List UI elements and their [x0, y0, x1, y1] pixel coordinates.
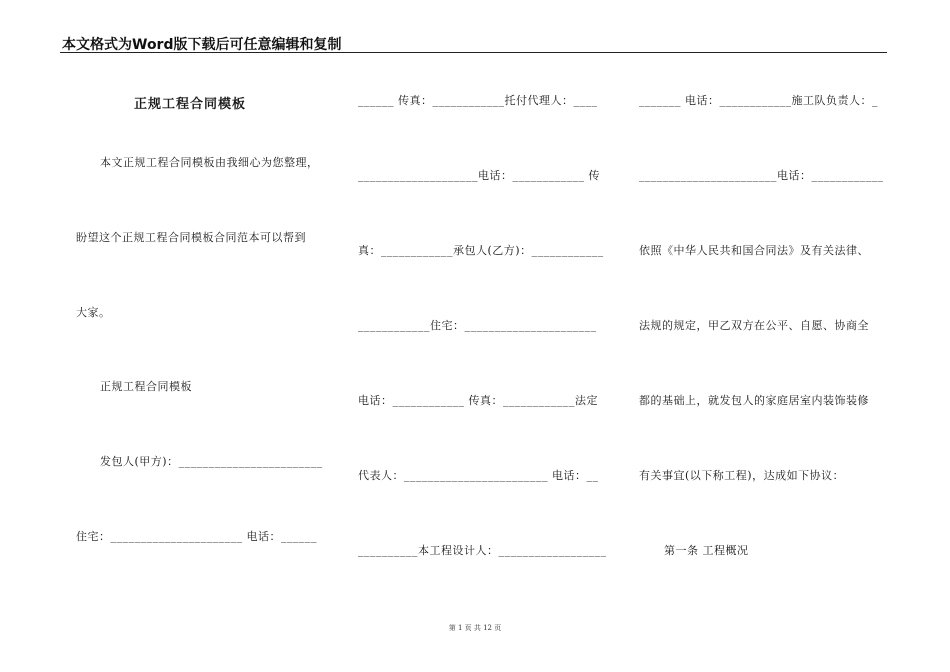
- paragraph-line: 盼望这个正规工程合同模板合同范本可以帮到: [76, 231, 306, 244]
- paragraph-line: 有关事宜(以下称工程)，达成如下协议：: [639, 469, 845, 482]
- header-banner: 本文格式为Word版下载后可任意编辑和复制: [62, 37, 342, 53]
- paragraph-line: 代表人：________________________ 电话：__: [358, 469, 599, 482]
- paragraph-line: 住宅：______________________ 电话：______: [76, 530, 317, 543]
- paragraph-line: 正规工程合同模板: [100, 380, 192, 393]
- document-title: 正规工程合同模板: [134, 97, 247, 112]
- header-rule: [60, 52, 887, 53]
- paragraph-line: 真：____________承包人(乙方)：____________: [358, 244, 604, 257]
- paragraph-line: __________本工程设计人：__________________: [358, 544, 607, 557]
- paragraph-line: ______ 传真：____________托付代理人：____: [358, 94, 598, 107]
- paragraph-line: 都的基础上，就发包人的家庭居室内装饰装修: [639, 394, 869, 407]
- paragraph-line: 依照《中华人民共和国合同法》及有关法律、: [639, 244, 869, 257]
- paragraph-line: 本文正规工程合同模板由我细心为您整理，: [100, 156, 319, 169]
- paragraph-line: 法规的规定，甲乙双方在公平、自愿、协商全: [639, 319, 869, 332]
- paragraph-line: 发包人(甲方)：________________________: [100, 455, 323, 468]
- paragraph-line: 大家。: [76, 306, 111, 319]
- paragraph-line: ____________住宅：______________________: [358, 319, 597, 332]
- paragraph-line: _______ 电话：____________施工队负责人：_: [639, 94, 878, 107]
- paragraph-line: 电话：____________ 传真：____________法定: [358, 394, 598, 407]
- section-heading: 第一条 工程概况: [664, 544, 749, 557]
- page-footer: 第 1 页 共 12 页: [448, 624, 502, 632]
- paragraph-line: _______________________电话：____________: [639, 169, 884, 182]
- paragraph-line: ____________________电话：____________ 传: [358, 169, 600, 182]
